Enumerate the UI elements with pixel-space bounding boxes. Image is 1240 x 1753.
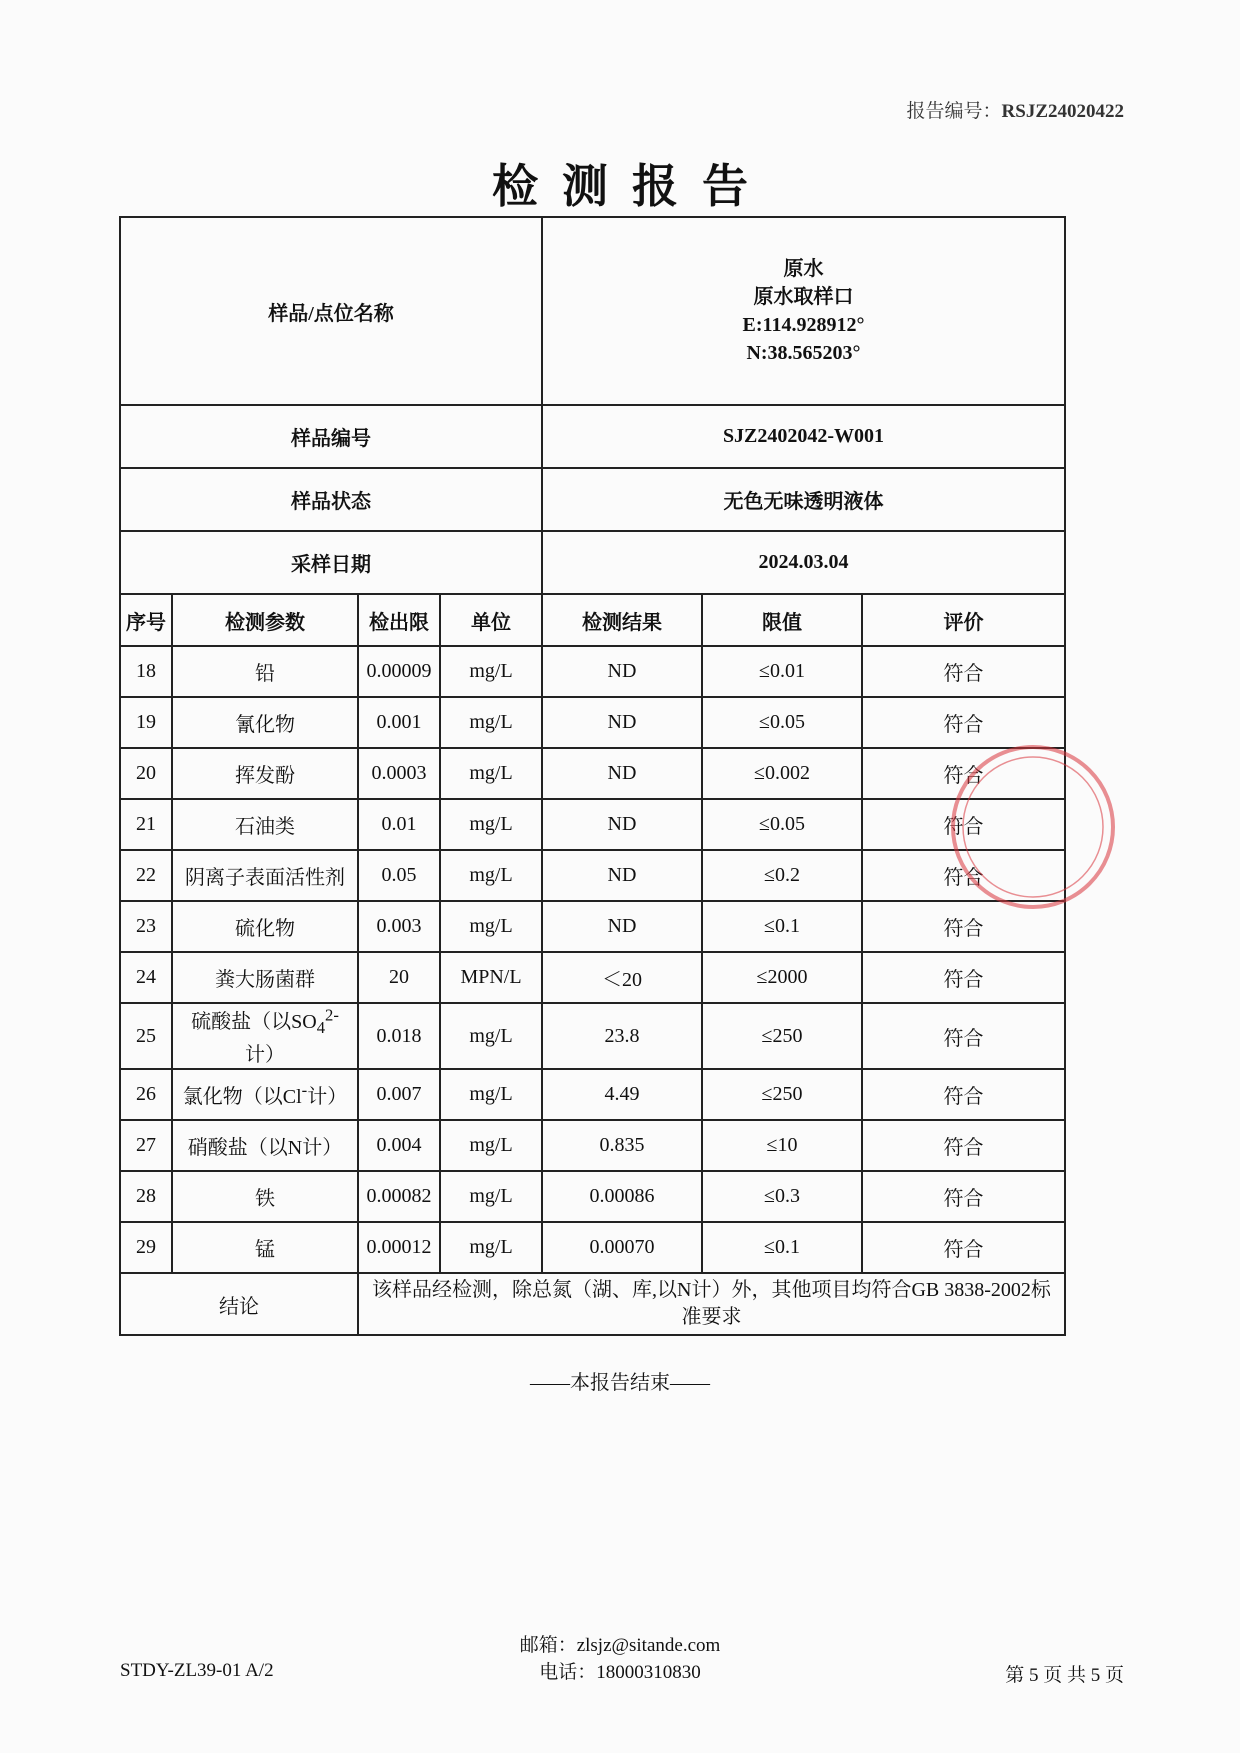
conclusion-row <box>120 1273 1065 1335</box>
table-row <box>120 901 1065 952</box>
column-header: 评价 <box>862 594 1065 646</box>
table-row <box>120 748 1065 799</box>
row-number: 23 <box>120 901 172 952</box>
evaluation: 符合 <box>862 850 1065 901</box>
evaluation: 符合 <box>862 646 1065 697</box>
parameter-name: 石油类 <box>172 799 358 850</box>
sample-name-label: 样品/点位名称 <box>120 217 542 405</box>
limit-value: ≤0.1 <box>702 1222 862 1273</box>
detection-limit: 0.004 <box>358 1120 440 1171</box>
evaluation: 符合 <box>862 952 1065 1003</box>
sample-id-value: SJZ2402042-W001 <box>542 405 1065 468</box>
test-result: ND <box>542 697 702 748</box>
limit-value: ≤250 <box>702 1003 862 1069</box>
unit: mg/L <box>440 1171 542 1222</box>
parameter-name: 阴离子表面活性剂 <box>172 850 358 901</box>
test-result: 23.8 <box>542 1003 702 1069</box>
parameter-subscript: 4 <box>316 1018 326 1037</box>
test-result: 0.835 <box>542 1120 702 1171</box>
limit-value: ≤0.05 <box>702 799 862 850</box>
evaluation: 符合 <box>862 1171 1065 1222</box>
unit: mg/L <box>440 1120 542 1171</box>
parameter-name-text: 硫酸盐（以SO <box>191 1011 317 1033</box>
table-row <box>120 1120 1065 1171</box>
parameter-superscript: 2- <box>325 1005 339 1025</box>
column-header: 限值 <box>702 594 862 646</box>
sample-name-value <box>542 217 1065 405</box>
row-number: 19 <box>120 697 172 748</box>
unit: mg/L <box>440 799 542 850</box>
test-result: ND <box>542 646 702 697</box>
detection-limit: 0.018 <box>358 1003 440 1069</box>
column-header-row <box>120 594 1065 646</box>
test-result: ND <box>542 850 702 901</box>
column-header: 检测结果 <box>542 594 702 646</box>
table-row <box>120 1222 1065 1273</box>
limit-value: ≤0.01 <box>702 646 862 697</box>
evaluation: 符合 <box>862 1003 1065 1069</box>
test-result: ＜20 <box>542 952 702 1003</box>
test-result: 0.00070 <box>542 1222 702 1273</box>
test-result: ND <box>542 901 702 952</box>
evaluation: 符合 <box>862 901 1065 952</box>
row-number: 27 <box>120 1120 172 1171</box>
test-result: ND <box>542 799 702 850</box>
unit: mg/L <box>440 901 542 952</box>
table-row <box>120 646 1065 697</box>
email-line: 邮箱：zlsjz@sitande.com <box>519 1635 721 1656</box>
detection-limit: 20 <box>358 952 440 1003</box>
parameter-name <box>172 1003 358 1069</box>
unit: mg/L <box>440 1069 542 1120</box>
row-number: 28 <box>120 1171 172 1222</box>
sample-state-value: 无色无味透明液体 <box>542 468 1065 531</box>
row-number: 29 <box>120 1222 172 1273</box>
sample-state-row <box>120 468 1065 531</box>
limit-value: ≤0.3 <box>702 1171 862 1222</box>
parameter-name-text: 计） <box>307 1086 348 1108</box>
evaluation: 符合 <box>862 697 1065 748</box>
unit: mg/L <box>440 1003 542 1069</box>
row-number: 21 <box>120 799 172 850</box>
table-row <box>120 1003 1065 1069</box>
limit-value: ≤250 <box>702 1069 862 1120</box>
unit: mg/L <box>440 850 542 901</box>
sample-name-line: N:38.565203° <box>746 342 861 364</box>
table-row <box>120 850 1065 901</box>
unit: mg/L <box>440 646 542 697</box>
detection-limit: 0.01 <box>358 799 440 850</box>
limit-value: ≤0.1 <box>702 901 862 952</box>
sample-name-line: E:114.928912° <box>742 314 865 336</box>
sample-name-row <box>120 217 1065 405</box>
parameter-name: 粪大肠菌群 <box>172 952 358 1003</box>
evaluation: 符合 <box>862 799 1065 850</box>
unit: mg/L <box>440 748 542 799</box>
parameter-name: 铅 <box>172 646 358 697</box>
detection-limit: 0.0003 <box>358 748 440 799</box>
table-row <box>120 952 1065 1003</box>
parameter-name-text: 计） <box>245 1044 285 1066</box>
report-number-value: RSJZ24020422 <box>1001 101 1124 122</box>
parameter-name: 硝酸盐（以N计） <box>172 1120 358 1171</box>
sample-id-label: 样品编号 <box>120 405 542 468</box>
unit: mg/L <box>440 697 542 748</box>
report-table <box>119 216 1066 1336</box>
row-number: 25 <box>120 1003 172 1069</box>
sample-date-label: 采样日期 <box>120 531 542 594</box>
parameter-name: 铁 <box>172 1171 358 1222</box>
sample-date-value: 2024.03.04 <box>542 531 1065 594</box>
unit: MPN/L <box>440 952 542 1003</box>
detection-limit: 0.003 <box>358 901 440 952</box>
sample-id-row <box>120 405 1065 468</box>
sample-name-line: 原水 <box>783 258 824 280</box>
test-result: 0.00086 <box>542 1171 702 1222</box>
column-header: 检出限 <box>358 594 440 646</box>
limit-value: ≤0.2 <box>702 850 862 901</box>
row-number: 20 <box>120 748 172 799</box>
parameter-superscript: - <box>301 1080 308 1100</box>
evaluation: 符合 <box>862 1069 1065 1120</box>
evaluation: 符合 <box>862 748 1065 799</box>
limit-value: ≤2000 <box>702 952 862 1003</box>
row-number: 18 <box>120 646 172 697</box>
detection-limit: 0.00012 <box>358 1222 440 1273</box>
table-row <box>120 1069 1065 1120</box>
unit: mg/L <box>440 1222 542 1273</box>
detection-limit: 0.007 <box>358 1069 440 1120</box>
table-row <box>120 697 1065 748</box>
evaluation: 符合 <box>862 1120 1065 1171</box>
detection-limit: 0.001 <box>358 697 440 748</box>
evaluation: 符合 <box>862 1222 1065 1273</box>
detection-limit: 0.00009 <box>358 646 440 697</box>
sample-state-label: 样品状态 <box>120 468 542 531</box>
row-number: 24 <box>120 952 172 1003</box>
test-result: ND <box>542 748 702 799</box>
row-number: 26 <box>120 1069 172 1120</box>
limit-value: ≤10 <box>702 1120 862 1171</box>
sample-date-row <box>120 531 1065 594</box>
sample-name-line: 原水取样口 <box>753 286 854 308</box>
report-end-mark: ——本报告结束—— <box>530 1372 710 1394</box>
report-number-label: 报告编号： <box>906 101 1002 122</box>
parameter-name: 挥发酚 <box>172 748 358 799</box>
phone-line: 电话：18000310830 <box>539 1662 701 1683</box>
column-header: 单位 <box>440 594 542 646</box>
column-header: 序号 <box>120 594 172 646</box>
table-row <box>120 799 1065 850</box>
parameter-name: 氰化物 <box>172 697 358 748</box>
limit-value: ≤0.002 <box>702 748 862 799</box>
conclusion-text: 该样品经检测，除总氮（湖、库,以N计）外，其他项目均符合GB 3838-2002标准要求 <box>358 1273 1065 1335</box>
report-number <box>907 96 1124 123</box>
form-code: STDY-ZL39-01 A/2 <box>120 1660 274 1681</box>
limit-value: ≤0.05 <box>702 697 862 748</box>
column-header: 检测参数 <box>172 594 358 646</box>
parameter-name: 锰 <box>172 1222 358 1273</box>
parameter-name <box>172 1069 358 1120</box>
conclusion-label: 结论 <box>120 1273 358 1335</box>
table-row <box>120 1171 1065 1222</box>
detection-limit: 0.05 <box>358 850 440 901</box>
row-number: 22 <box>120 850 172 901</box>
test-result: 4.49 <box>542 1069 702 1120</box>
detection-limit: 0.00082 <box>358 1171 440 1222</box>
parameter-name: 硫化物 <box>172 901 358 952</box>
parameter-name-text: 氯化物（以Cl <box>182 1086 302 1108</box>
page-title: 检测报告 <box>492 161 772 212</box>
page-number: 第 5 页 共 5 页 <box>1005 1665 1124 1686</box>
